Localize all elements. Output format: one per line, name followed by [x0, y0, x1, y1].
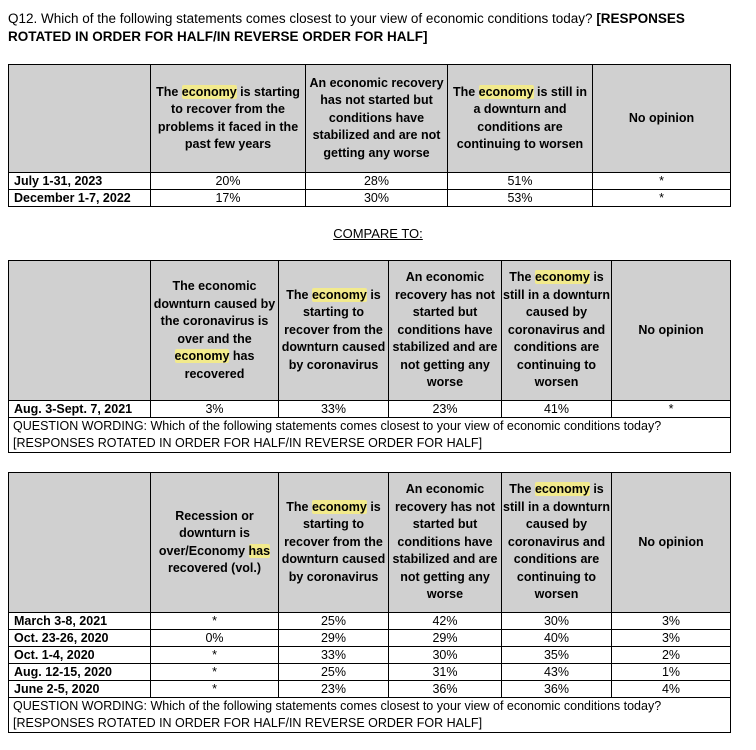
- header-economy-recovering: The economy is starting to recover from the downturn caused by coronavirus: [279, 473, 389, 613]
- cell-value: *: [151, 647, 279, 664]
- cell-value: 42%: [389, 613, 502, 630]
- cell-value: 17%: [151, 190, 306, 207]
- header-no-opinion: No opinion: [593, 65, 731, 173]
- question-wording-note: [RESPONSES ROTATED IN ORDER FOR HALF/IN REVERSE ORDER FOR HALF]: [13, 436, 483, 450]
- cell-value: 3%: [612, 630, 731, 647]
- cell-value: 29%: [389, 630, 502, 647]
- header-downturn-over: The economic downturn caused by the coronavirus is over and the economy has recovered: [151, 261, 279, 401]
- cell-value: 33%: [279, 647, 389, 664]
- cell-value: 4%: [612, 681, 731, 698]
- economy-highlight: economy: [311, 287, 367, 302]
- table-row: [9, 173, 731, 190]
- cell-value: 30%: [306, 190, 448, 207]
- header-stabilized: An economic recovery has not started but conditions have stabilized and are not getting any worse: [389, 261, 502, 401]
- table-row: [9, 647, 731, 664]
- header-stabilized: An economic recovery has not started but conditions have stabilized and are not getting any worse: [389, 473, 502, 613]
- cell-value: 51%: [448, 173, 593, 190]
- question-wording-text: QUESTION WORDING: Which of the following statements comes closest to your view of economic conditions today?: [13, 699, 662, 713]
- cell-value: *: [151, 613, 279, 630]
- economy-highlight: economy: [478, 84, 534, 99]
- row-date-label: December 1-7, 2022: [9, 190, 151, 207]
- cell-value: 33%: [279, 401, 389, 418]
- cell-value: 30%: [502, 613, 612, 630]
- header-downturn-worsening: The economy is still in a downturn caused by coronavirus and conditions are continuing to worsen: [502, 473, 612, 613]
- header-no-opinion: No opinion: [612, 261, 731, 401]
- question-instruction: [RESPONSES ROTATED IN ORDER FOR HALF/IN REVERSE ORDER FOR HALF]: [8, 11, 685, 44]
- question-text: Q12. Which of the following statements comes closest to your view of economic conditions today?: [8, 11, 593, 26]
- table-row: [9, 664, 731, 681]
- header-stabilized: An economic recovery has not started but conditions have stabilized and are not getting any worse: [306, 65, 448, 173]
- row-date-label: Oct. 1-4, 2020: [9, 647, 151, 664]
- row-date-label: June 2-5, 2020: [9, 681, 151, 698]
- cell-value: *: [612, 401, 731, 418]
- question-title: [8, 10, 748, 46]
- economy-highlight: economy: [174, 349, 230, 363]
- header-downturn-worsening: The economy is still in a downturn and conditions are continuing to worsen: [448, 65, 593, 173]
- question-wording: [9, 418, 731, 453]
- row-date-label: Oct. 23-26, 2020: [9, 630, 151, 647]
- cell-value: 36%: [389, 681, 502, 698]
- cell-value: 35%: [502, 647, 612, 664]
- table-header-row: [9, 65, 731, 173]
- cell-value: 28%: [306, 173, 448, 190]
- cell-value: 25%: [279, 613, 389, 630]
- header-downturn-worsening: The economy is still in a downturn caused by coronavirus and conditions are continuing to worsen: [502, 261, 612, 401]
- row-date-label: Aug. 3-Sept. 7, 2021: [9, 401, 151, 418]
- table-row: [9, 681, 731, 698]
- header-blank-cell: [9, 261, 151, 401]
- question-wording-row: [9, 698, 731, 733]
- table-header-row: [9, 473, 731, 613]
- header-economy-recovering: The economy is starting to recover from the problems it faced in the past few years: [151, 65, 306, 173]
- header-blank-cell: [9, 473, 151, 613]
- cell-value: *: [593, 173, 731, 190]
- cell-value: 41%: [502, 401, 612, 418]
- cell-value: 23%: [389, 401, 502, 418]
- header-recession-over: Recession or downturn is over/Economy has recovered (vol.): [151, 473, 279, 613]
- table-row: [9, 401, 731, 418]
- cell-value: 2%: [612, 647, 731, 664]
- table-2020-2021: [8, 472, 731, 733]
- cell-value: 31%: [389, 664, 502, 681]
- cell-value: 3%: [612, 613, 731, 630]
- cell-value: 53%: [448, 190, 593, 207]
- cell-value: 20%: [151, 173, 306, 190]
- cell-value: *: [151, 681, 279, 698]
- table-row: [9, 630, 731, 647]
- cell-value: 36%: [502, 681, 612, 698]
- table-row: [9, 613, 731, 630]
- cell-value: 43%: [502, 664, 612, 681]
- table-2021: [8, 260, 731, 453]
- question-wording-text: QUESTION WORDING: Which of the following statements comes closest to your view of economic conditions today?: [13, 419, 662, 433]
- table-2023-2022: [8, 64, 731, 207]
- cell-value: 40%: [502, 630, 612, 647]
- question-wording: [9, 698, 731, 733]
- table-row: [9, 190, 731, 207]
- economy-highlight: economy: [311, 499, 367, 514]
- cell-value: 23%: [279, 681, 389, 698]
- row-date-label: Aug. 12-15, 2020: [9, 664, 151, 681]
- header-blank-cell: [9, 65, 151, 173]
- economy-highlight: economy: [181, 84, 237, 99]
- cell-value: 3%: [151, 401, 279, 418]
- economy-highlight: economy: [534, 270, 590, 285]
- has-highlight: has: [248, 543, 271, 558]
- cell-value: 1%: [612, 664, 731, 681]
- compare-to-label: COMPARE TO:: [333, 226, 423, 241]
- row-date-label: March 3-8, 2021: [9, 613, 151, 630]
- table-header-row: [9, 261, 731, 401]
- cell-value: 0%: [151, 630, 279, 647]
- header-no-opinion: No opinion: [612, 473, 731, 613]
- question-wording-note: [RESPONSES ROTATED IN ORDER FOR HALF/IN REVERSE ORDER FOR HALF]: [13, 716, 483, 730]
- economy-highlight: economy: [534, 482, 590, 497]
- cell-value: 29%: [279, 630, 389, 647]
- question-wording-row: [9, 418, 731, 453]
- header-economy-recovering: The economy is starting to recover from the downturn caused by coronavirus: [279, 261, 389, 401]
- cell-value: 25%: [279, 664, 389, 681]
- row-date-label: July 1-31, 2023: [9, 173, 151, 190]
- cell-value: 30%: [389, 647, 502, 664]
- cell-value: *: [593, 190, 731, 207]
- cell-value: *: [151, 664, 279, 681]
